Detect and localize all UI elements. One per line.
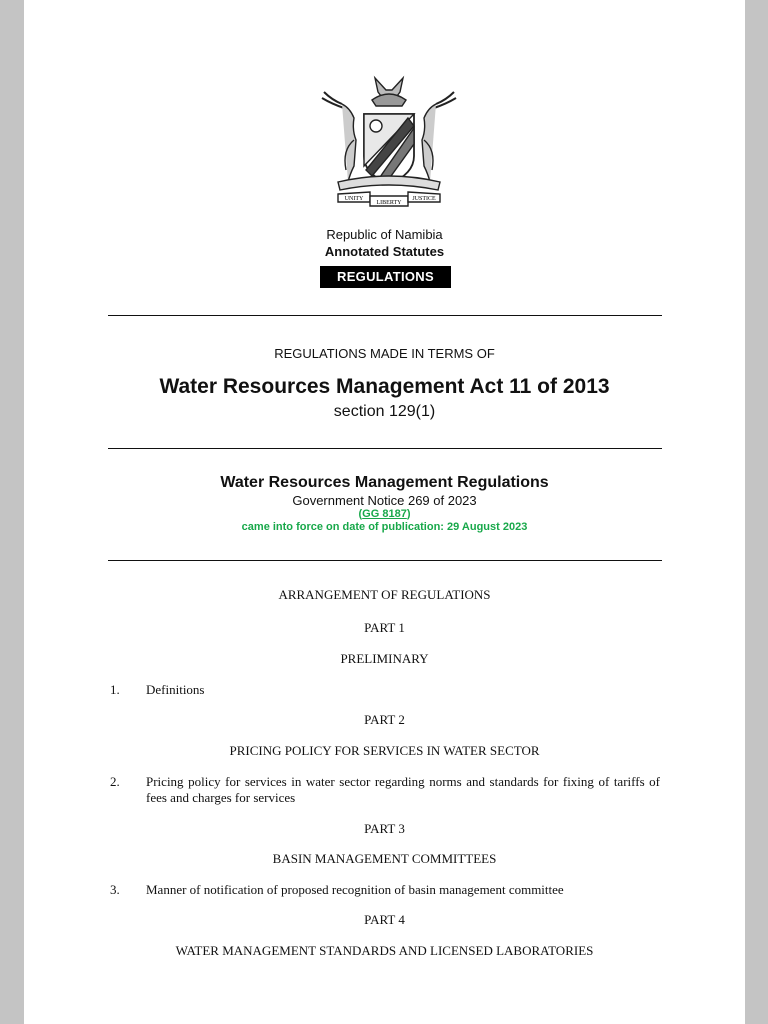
motto-unity: UNITY: [344, 196, 364, 202]
document-page: [24, 0, 745, 1024]
motto-justice: JUSTICE: [412, 196, 436, 202]
toc-item-text: Pricing policy for services in water sector regarding norms and standards for fixing of tariffs of fees and charges for services: [146, 774, 660, 805]
regulations-badge: REGULATIONS: [320, 266, 451, 288]
regulations-title: Water Resources Management Regulations: [220, 474, 549, 491]
toc-item-number: 2.: [110, 774, 120, 789]
government-notice: Government Notice 269 of 2023: [292, 493, 477, 508]
toc-item-text: Definitions: [146, 682, 205, 697]
part-4-heading: PART 4: [364, 912, 405, 927]
part-3-title: BASIN MANAGEMENT COMMITTEES: [272, 851, 497, 866]
toc-item-text: Manner of notification of proposed recognition of basin management committee: [146, 882, 564, 897]
republic-label: Republic of Namibia: [326, 227, 443, 242]
in-force-date: came into force on date of publication: 29 August 2023: [241, 521, 528, 533]
part-2-heading: PART 2: [364, 712, 405, 727]
arrangement-heading: ARRANGEMENT OF REGULATIONS: [278, 587, 491, 602]
divider: [108, 560, 662, 561]
toc-item-number: 1.: [110, 682, 120, 697]
coat-of-arms-icon: [320, 70, 458, 210]
part-3-heading: PART 3: [364, 821, 405, 836]
part-1-heading: PART 1: [364, 620, 405, 635]
act-title: Water Resources Management Act 11 of 2013: [159, 375, 610, 398]
annotated-statutes-label: Annotated Statutes: [324, 244, 445, 259]
divider: [108, 315, 662, 316]
gazette-close-paren: ): [406, 508, 411, 520]
part-4-title: WATER MANAGEMENT STANDARDS AND LICENSED LABORATORIES: [175, 943, 594, 958]
gazette-reference: [24, 508, 745, 520]
made-in-terms-label: REGULATIONS MADE IN TERMS OF: [274, 346, 495, 361]
act-section: section 129(1): [333, 403, 436, 420]
part-1-title: PRELIMINARY: [340, 651, 429, 666]
part-2-title: PRICING POLICY FOR SERVICES IN WATER SECTOR: [229, 743, 540, 758]
gazette-open-paren: (: [358, 508, 363, 520]
gazette-link[interactable]: GG 8187: [362, 508, 407, 520]
toc-item-number: 3.: [110, 882, 120, 897]
divider: [108, 448, 662, 449]
motto-liberty: LIBERTY: [376, 200, 402, 206]
